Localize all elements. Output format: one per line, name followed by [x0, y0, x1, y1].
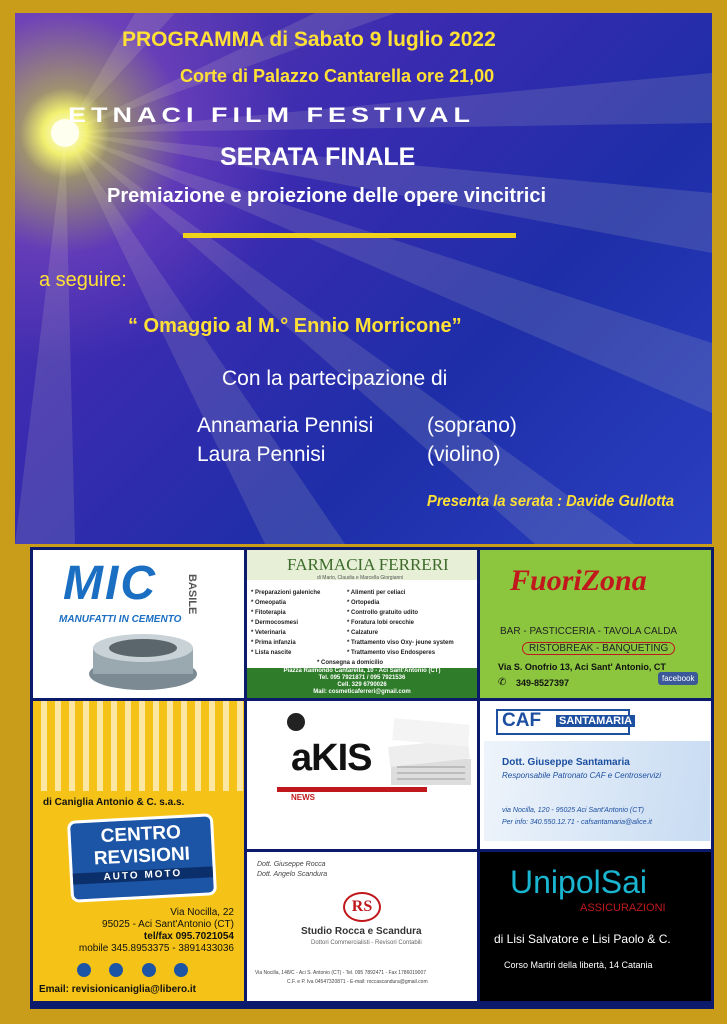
rocca-name-2: Dott. Angelo Scandura: [257, 871, 328, 878]
caf-card: [484, 741, 710, 841]
revisioni-badge-line: CENTRO: [100, 821, 182, 848]
rocca-cf: C.F. e P. Iva 04547320871 - E-mail: roccascandura@gmail.com: [287, 979, 428, 985]
premiazione-subtitle: Premiazione e proiezione delle opere vincitrici: [107, 185, 547, 207]
partecipazione-label: Con la partecipazione di: [222, 367, 448, 390]
caf-logo: CAF: [502, 710, 542, 731]
program-date: PROGRAMMA di Sabato 9 luglio 2022: [122, 28, 496, 51]
unipolsai-sub: ASSICURAZIONI: [580, 902, 666, 914]
revisioni-badge-line: AUTO MOTO: [73, 866, 213, 884]
performer-role: (violino): [427, 443, 501, 466]
farmacia-consegna: * Consegna a domicilio: [317, 660, 384, 666]
farmacia-address: Piazza Raimondo Cantarella, 10 - Aci Sant'Antonio (CT): [283, 668, 441, 674]
fuorizona-services: BAR - PASTICCERIA - TAVOLA CALDA: [500, 626, 678, 637]
caf-logo-name: SANTAMARIA: [556, 715, 635, 727]
list-item: * Veterinaria: [251, 630, 286, 636]
mic-subtitle: MANUFATTI IN CEMENTO: [59, 614, 182, 625]
omaggio-title: “ Omaggio al M.° Ennio Morricone”: [128, 315, 462, 337]
revisioni-company: di Caniglia Antonio & C. s.a.s.: [43, 797, 185, 808]
fuorizona-services-2: RISTOBREAK - BANQUETING: [522, 642, 675, 655]
akis-logo: aKIS: [291, 737, 372, 779]
revisioni-street: Via Nocilla, 22: [170, 907, 234, 918]
caf-info: Per info: 340.550.12.71 - cafsantamaria@alice.it: [502, 819, 652, 826]
performer-name: Annamaria Pennisi: [197, 414, 374, 437]
caf-logo-box: [496, 709, 633, 735]
sponsor-fuorizona: [480, 550, 711, 698]
farmacia-left-list: [251, 588, 320, 658]
phone-icon: [174, 963, 188, 977]
farmacia-mail: Mail: cosmeticaferreri@gmail.com: [313, 689, 411, 695]
sponsor-caf: [480, 701, 711, 849]
revisioni-telfax: tel/fax 095.7021054: [143, 931, 234, 942]
unipolsai-logo: UnipolSai: [510, 864, 647, 900]
unipolsai-address: Corso Martiri della libertà, 14 Catania: [504, 960, 653, 970]
presenter-line: Presenta la serata : Davide Gullotta: [427, 493, 675, 510]
concrete-ring-icon: [83, 630, 203, 694]
sponsor-akis: [247, 701, 477, 849]
performer-role: (soprano): [427, 414, 517, 437]
farmacia-cell: Cell. 329 6790026: [337, 682, 387, 688]
facebook-icon: facebook: [658, 672, 698, 685]
a-seguire-label: a seguire:: [39, 269, 127, 291]
revisioni-city: 95025 - Aci Sant'Antonio (CT): [102, 919, 234, 930]
list-item: * Ortopedia: [347, 600, 380, 606]
sponsor-unipolsai: [480, 852, 711, 1001]
caf-role: Responsabile Patronato CAF e Centroservizi: [502, 771, 662, 780]
revisioni-badge-line: REVISIONI: [93, 843, 191, 870]
sponsor-grid: [30, 547, 714, 1009]
list-item: * Foratura lobi orecchie: [347, 620, 415, 626]
sponsor-farmacia: [247, 550, 477, 698]
list-item: * Lista nascite: [251, 650, 292, 656]
rocca-names: [257, 860, 327, 880]
rocca-name-1: Dott. Giuseppe Rocca: [257, 861, 326, 868]
facebook-icon: [77, 963, 91, 977]
mic-logo: MIC: [63, 557, 157, 610]
festival-title: ETNACI FILM FESTIVAL: [68, 103, 475, 127]
mic-side-label: BASILE: [186, 574, 198, 615]
rocca-sub: Dottori Commercialisti - Revisori Contabili: [311, 940, 422, 946]
list-item: * Trattamento viso Endosperes: [347, 650, 436, 656]
newspaper-stack-icon: [387, 709, 473, 789]
unipolsai-agents: di Lisi Salvatore e Lisi Paolo & C.: [494, 932, 671, 946]
title-divider: [183, 233, 516, 238]
caf-name: Dott. Giuseppe Santamaria: [502, 757, 630, 768]
rocca-studio: Studio Rocca e Scandura: [301, 926, 422, 937]
sponsor-rocca: [247, 852, 477, 1001]
farmacia-footer: [247, 668, 477, 698]
list-item: * Preparazioni galeniche: [251, 590, 321, 596]
googleplus-icon: [109, 963, 123, 977]
instagram-icon: [142, 963, 156, 977]
akis-news-label: NEWS: [291, 793, 315, 802]
revisioni-badge: [67, 813, 217, 903]
sponsor-revisioni: [33, 701, 244, 1001]
social-icons: [77, 963, 188, 982]
farmacia-tel: Tel. 095 7921871 / 095 7921536: [318, 675, 406, 681]
serata-finale-title: SERATA FINALE: [220, 143, 416, 171]
program-poster: [15, 13, 712, 544]
revisioni-email: Email: revisionicaniglia@libero.it: [39, 984, 197, 995]
farmacia-owners: di Mario, Claudia e Marcella Giorgianni: [317, 575, 404, 581]
rocca-monogram: RS: [343, 892, 381, 922]
list-item: * Omeopatia: [251, 600, 287, 606]
caf-address: via Nocilla, 120 - 95025 Aci Sant'Antonio (CT): [502, 807, 644, 814]
fuorizona-phone: 349-8527397: [516, 678, 570, 688]
fuorizona-logo: FuoriZona: [510, 564, 647, 597]
list-item: * Controllo gratuito udito: [347, 610, 418, 616]
farmacia-right-list: [347, 588, 454, 658]
farmacia-title: FARMACIA FERRERI: [287, 555, 449, 574]
sponsor-mic: [33, 550, 244, 698]
list-item: * Alimenti per celiaci: [347, 590, 406, 596]
event-location: Corte di Palazzo Cantarella ore 21,00: [180, 66, 495, 86]
revisioni-mobile: mobile 345.8953375 - 3891433036: [78, 943, 234, 954]
list-item: * Calzature: [347, 630, 379, 636]
list-item: * Trattamento viso Oxy- jeune system: [347, 640, 454, 646]
phone-icon: ✆: [498, 677, 507, 688]
performer-name: Laura Pennisi: [197, 443, 326, 466]
list-item: * Dermocosmesi: [251, 620, 299, 626]
list-item: * Fitoterapia: [251, 610, 286, 616]
revisioni-contacts: [79, 907, 234, 955]
microphone-icon: [287, 713, 305, 731]
fuorizona-address: Via S. Onofrio 13, Aci Sant' Antonio, CT: [498, 662, 666, 672]
list-item: * Prima infanzia: [251, 640, 296, 646]
rocca-address: Via Nocilla, 148/C - Aci S. Antonio (CT) - Tel. 095 7892471 - Fax 1786019007: [255, 970, 427, 976]
